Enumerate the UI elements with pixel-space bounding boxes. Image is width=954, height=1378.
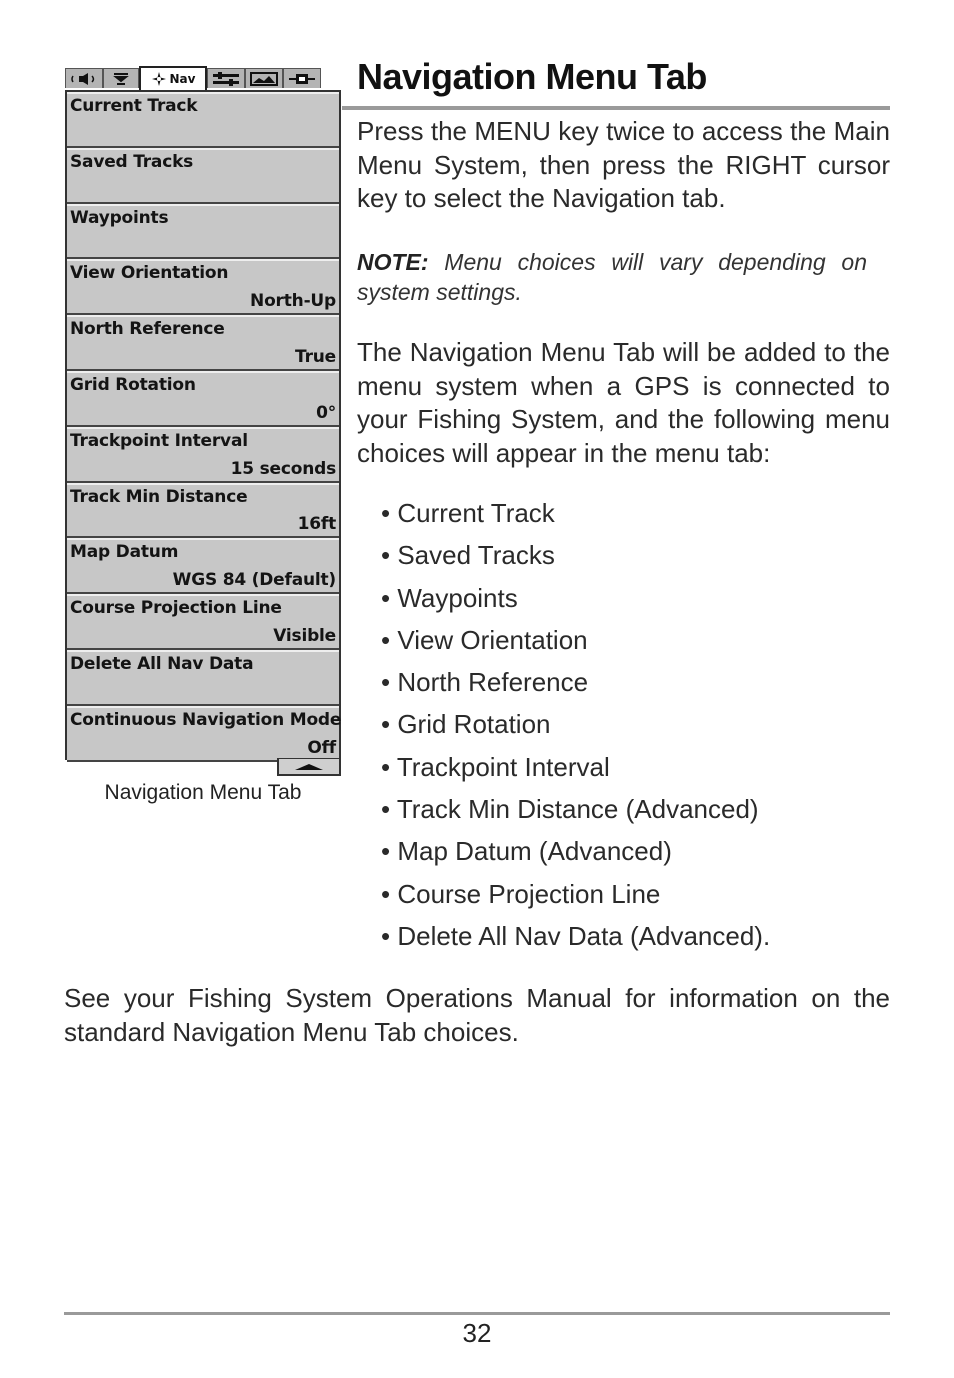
- menu-item-current-track[interactable]: [67, 92, 339, 148]
- list-item: • North Reference: [381, 667, 589, 698]
- alarms-tab[interactable]: [65, 68, 103, 88]
- title-divider: [342, 106, 890, 110]
- nav-tab-label: Nav: [169, 72, 196, 86]
- menu-item-label: Continuous Navigation Mode: [70, 709, 342, 730]
- accessories-tab[interactable]: [283, 68, 321, 88]
- note-label: NOTE:: [357, 249, 429, 275]
- list-item: • Trackpoint Interval: [381, 751, 610, 782]
- menu-item-label: Current Track: [70, 96, 198, 116]
- menu-item-value: 15 seconds: [230, 458, 336, 479]
- menu-item-label: Saved Tracks: [70, 151, 194, 172]
- nav-tab[interactable]: [139, 66, 207, 90]
- menu-tab-bar: [65, 66, 341, 90]
- menu-item-north-reference[interactable]: [67, 315, 339, 371]
- list-item: • Delete All Nav Data (Advanced).: [381, 920, 771, 951]
- list-item: • Waypoints: [381, 582, 518, 613]
- figure-caption: Navigation Menu Tab: [104, 781, 302, 804]
- menu-item-value: WGS 84 (Default): [172, 570, 336, 591]
- intro-paragraph: Press the MENU key twice to access the Main Menu System, then press the RIGHT cursor key to select the Navigation tab.: [357, 116, 890, 213]
- footer-divider: [64, 1312, 890, 1315]
- menu-item-value: North-Up: [250, 291, 336, 312]
- menu-item-saved-tracks[interactable]: [67, 148, 339, 204]
- menu-item-label: Trackpoint Interval: [70, 430, 248, 451]
- page-title: Navigation Menu Tab: [357, 56, 707, 97]
- setup-icon: [212, 72, 240, 86]
- menu-item-value: True: [295, 346, 336, 367]
- menu-item-trackpoint-interval[interactable]: [67, 427, 339, 483]
- sonar-tab[interactable]: [103, 68, 139, 88]
- list-item: • Grid Rotation: [381, 709, 551, 740]
- menu-item-value: 0°: [316, 402, 336, 423]
- menu-item-view-orientation[interactable]: [67, 259, 339, 315]
- list-item: • Current Track: [381, 498, 555, 528]
- menu-item-value: Off: [307, 737, 336, 758]
- menu-item-track-min-distance[interactable]: [67, 483, 339, 539]
- menu-item-continuous-navigation-mode[interactable]: [67, 706, 342, 762]
- accessories-icon: [288, 72, 316, 86]
- menu-item-grid-rotation[interactable]: [67, 371, 339, 427]
- menu-item-label: Course Projection Line: [70, 598, 282, 619]
- alarm-speaker-icon: [70, 72, 98, 86]
- menu-item-waypoints[interactable]: [67, 204, 339, 260]
- list-item: • Map Datum (Advanced): [381, 836, 672, 867]
- views-icon: [250, 72, 278, 86]
- menu-item-value: 16ft: [297, 514, 336, 535]
- views-tab[interactable]: [245, 68, 283, 88]
- menu-item-course-projection-line[interactable]: [67, 594, 339, 650]
- note-text: Menu choices will vary depending on system settings.: [357, 249, 867, 305]
- menu-item-label: Track Min Distance: [70, 486, 248, 507]
- menu-item-delete-all-nav-data[interactable]: [67, 650, 339, 706]
- scroll-up-arrow-icon: [291, 762, 327, 772]
- setup-tab[interactable]: [207, 68, 245, 88]
- menu-item-label: North Reference: [70, 319, 225, 340]
- list-item: • Course Projection Line: [381, 878, 661, 909]
- list-item: • Track Min Distance (Advanced): [381, 794, 759, 825]
- scroll-more-tab[interactable]: [277, 758, 341, 776]
- body-paragraph: The Navigation Menu Tab will be added to the menu system when a GPS is connected to your Fishing System, and the following menu choices will appear in the menu tab:: [357, 337, 890, 468]
- menu-item-label: View Orientation: [70, 263, 229, 284]
- list-item: • View Orientation: [381, 624, 588, 655]
- footer-paragraph: See your Fishing System Operations Manual for information on the standard Navigation Menu Tab choices.: [64, 983, 890, 1047]
- navigation-menu-screen: [65, 66, 341, 778]
- menu-item-label: Waypoints: [70, 207, 169, 228]
- menu-choices-list: [381, 496, 770, 961]
- menu-item-label: Delete All Nav Data: [70, 653, 254, 674]
- sonar-icon: [111, 72, 131, 86]
- menu-item-label: Grid Rotation: [70, 374, 196, 395]
- menu-item-map-datum[interactable]: [67, 538, 339, 594]
- list-item: • Saved Tracks: [381, 540, 555, 571]
- nav-star-icon: [151, 71, 167, 87]
- note-paragraph: [357, 247, 867, 307]
- page-number: 32: [462, 1318, 492, 1348]
- menu-item-list: [65, 90, 341, 760]
- menu-item-label: Map Datum: [70, 542, 179, 563]
- menu-item-value: Visible: [273, 625, 336, 646]
